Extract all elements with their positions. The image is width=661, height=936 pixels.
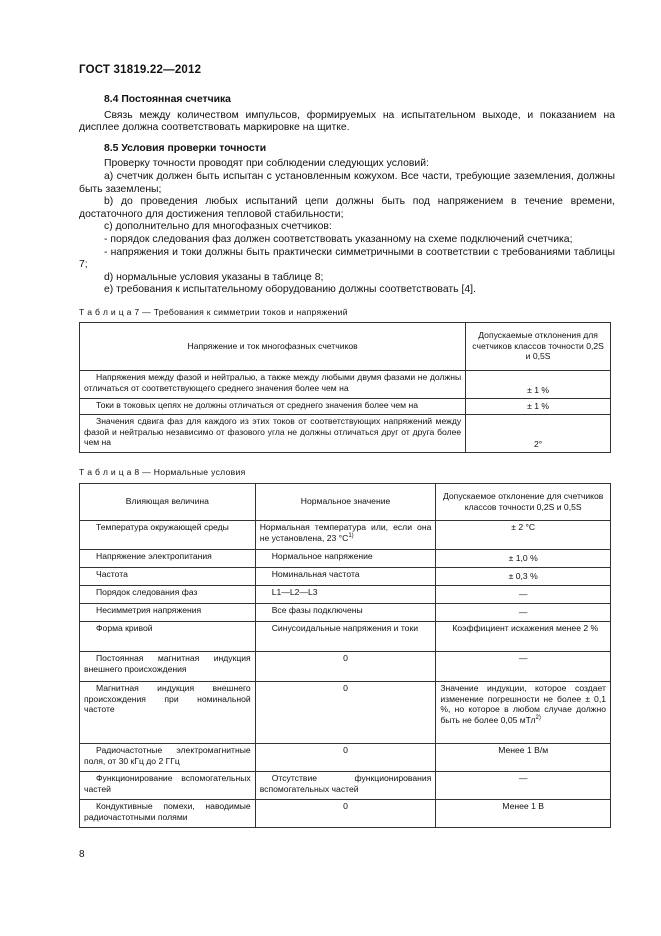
table-8-row-1-normal: Нормальная температура или, если она не установлена, 23 °С bbox=[259, 522, 432, 543]
table-8-row-6-quantity: Форма кривой bbox=[96, 623, 153, 633]
table-8-col-normal: Нормальное значение bbox=[255, 484, 436, 521]
table-7-row-1-text: Напряжения между фазой и нейтралью, а также между любыми двумя фазами не должны отличаться от соответствующего среднего значения более чем на bbox=[84, 372, 462, 393]
table-7-row-3-text: Значения сдвига фаз для каждого из этих токов от соответствующих напряжений между фазой и нейтралью независимо от фазового угла не должны отличаться друг от друга более чем на bbox=[84, 416, 462, 448]
table-8-row-8-normal: 0 bbox=[255, 682, 436, 744]
table-8-row-5-quantity: Несимметрия напряжения bbox=[96, 605, 202, 615]
condition-c: c) дополнительно для многофазных счетчиков: bbox=[104, 221, 332, 233]
section-8-5-intro: Проверку точности проводят при соблюдении следующих условий: bbox=[104, 158, 429, 170]
table-row bbox=[80, 550, 611, 568]
condition-d: d) нормальные условия указаны в таблице 8; bbox=[104, 271, 324, 283]
table-8-row-9-normal: 0 bbox=[255, 744, 436, 772]
table-8-row-10-deviation: — bbox=[436, 772, 611, 800]
table-8-row-8-deviation: Значение индукции, которое создает изменение погрешности не более ± 0,1 %, но которое в любом случае должно быть не более 0,05 мТл bbox=[440, 683, 606, 725]
condition-a: a) счетчик должен быть испытан с установленным кожухом. Все части, требующие заземления, должны быть заземлены; bbox=[79, 170, 615, 195]
table-7-col-deviation: Допускаемые отклонения для счетчиков классов точности 0,2S и 0,5S bbox=[466, 323, 611, 371]
table-8-row-4-deviation: — bbox=[436, 586, 611, 604]
table-8-row-1-quantity: Температура окружающей среды bbox=[96, 522, 229, 532]
section-8-4-text: Связь между количеством импульсов, формируемых на испытательном выходе, и показанием на дисплее должна соответствовать маркировке на щитке. bbox=[79, 109, 615, 134]
table-row bbox=[80, 604, 611, 622]
table-8-row-5-normal: Все фазы подключены bbox=[271, 605, 363, 615]
condition-c-dash-2: - напряжения и токи должны быть практически симметричными в соответствии с требованиями таблицы 7; bbox=[79, 246, 615, 271]
table-row bbox=[80, 371, 611, 399]
table-8-row-6-normal: Синусоидальные напряжения и токи bbox=[271, 623, 419, 633]
footnote-marker: 1) bbox=[348, 532, 354, 539]
standard-header: ГОСТ 31819.22—2012 bbox=[79, 64, 202, 76]
table-8-row-1-deviation: ± 2 °С bbox=[436, 521, 611, 550]
table-row bbox=[80, 800, 611, 828]
table-8-row-11-normal: 0 bbox=[255, 800, 436, 828]
table-row bbox=[80, 772, 611, 800]
table-7-row-3-value: 2° bbox=[466, 415, 611, 453]
table-row bbox=[80, 415, 611, 453]
table-7 bbox=[79, 322, 611, 453]
table-8-row-4-normal: L1—L2—L3 bbox=[271, 587, 318, 597]
table-8-row-11-deviation: Менее 1 В bbox=[436, 800, 611, 828]
table-7-row-2-value: ± 1 % bbox=[466, 399, 611, 415]
table-row bbox=[80, 744, 611, 772]
section-8-4-title: 8.4 Постоянная счетчика bbox=[104, 94, 231, 105]
footnote-marker: 2) bbox=[535, 714, 541, 721]
table-8-row-4-quantity: Порядок следования фаз bbox=[96, 587, 198, 597]
condition-e: e) требования к испытательному оборудованию должны соответствовать [4]. bbox=[104, 284, 476, 296]
condition-b: b) до проведения любых испытаний цепи должны быть под напряжением в течение времени, достаточного для достижения тепловой стабильности; bbox=[79, 196, 615, 220]
table-7-row-2-text: Токи в токовых цепях не должны отличаться от среднего значения более чем на bbox=[96, 400, 419, 410]
table-8-row-8-quantity: Магнитная индукция внешнего происхождения при номинальной частоте bbox=[84, 683, 251, 715]
table-row bbox=[80, 652, 611, 682]
table-8-row-7-quantity: Постоянная магнитная индукция внешнего происхождения bbox=[84, 653, 251, 674]
table-row bbox=[80, 586, 611, 604]
table-row bbox=[80, 682, 611, 744]
main-text bbox=[79, 94, 615, 297]
table-8-header-row bbox=[80, 484, 611, 521]
table-8-row-9-quantity: Радиочастотные электромагнитные поля, от 30 кГц до 2 ГГц bbox=[84, 745, 251, 766]
table-8-row-2-normal: Нормальное напряжение bbox=[271, 551, 373, 561]
table-8-row-10-normal: Отсутствие функционирования вспомогательных частей bbox=[259, 773, 432, 794]
table-8-row-2-quantity: Напряжение электропитания bbox=[96, 551, 212, 561]
table-8-row-11-quantity: Кондуктивные помехи, наводимые радиочастотными полями bbox=[84, 801, 251, 822]
table-8-row-3-normal: Номинальная частота bbox=[271, 569, 360, 579]
table-8-row-5-deviation: — bbox=[436, 604, 611, 622]
table-8-row-6-deviation: Коэффициент искажения менее 2 % bbox=[452, 623, 599, 633]
table-row bbox=[80, 622, 611, 652]
table-row bbox=[80, 568, 611, 586]
table-row bbox=[80, 399, 611, 415]
table-8 bbox=[79, 483, 611, 828]
table-7-col-voltage-current: Напряжение и ток многофазных счетчиков bbox=[80, 323, 466, 371]
table-8-row-3-quantity: Частота bbox=[96, 569, 128, 579]
table-8-col-deviation: Допускаемое отклонение для счетчиков классов точности 0,2S и 0,5S bbox=[436, 484, 611, 521]
table-7-header-row bbox=[80, 323, 611, 371]
table-8-caption: Т а б л и ц а 8 — Нормальные условия bbox=[79, 467, 246, 477]
table-8-row-3-deviation: ± 0,3 % bbox=[436, 568, 611, 586]
section-8-5-title: 8.5 Условия проверки точности bbox=[104, 142, 267, 154]
table-8-row-7-deviation: — bbox=[436, 652, 611, 682]
table-8-row-7-normal: 0 bbox=[255, 652, 436, 682]
table-8-col-quantity: Влияющая величина bbox=[80, 484, 256, 521]
table-8-row-10-quantity: Функционирование вспомогательных частей bbox=[84, 773, 251, 794]
table-7-row-1-value: ± 1 % bbox=[466, 371, 611, 399]
table-8-row-9-deviation: Менее 1 В/м bbox=[436, 744, 611, 772]
condition-c-dash-1: - порядок следования фаз должен соответствовать указанному на схеме подключений счетчика; bbox=[104, 233, 573, 245]
table-row bbox=[80, 521, 611, 550]
table-8-row-2-deviation: ± 1,0 % bbox=[436, 550, 611, 568]
table-7-caption: Т а б л и ц а 7 — Требования к симметрии токов и напряжений bbox=[79, 307, 348, 317]
page-number: 8 bbox=[79, 849, 85, 860]
